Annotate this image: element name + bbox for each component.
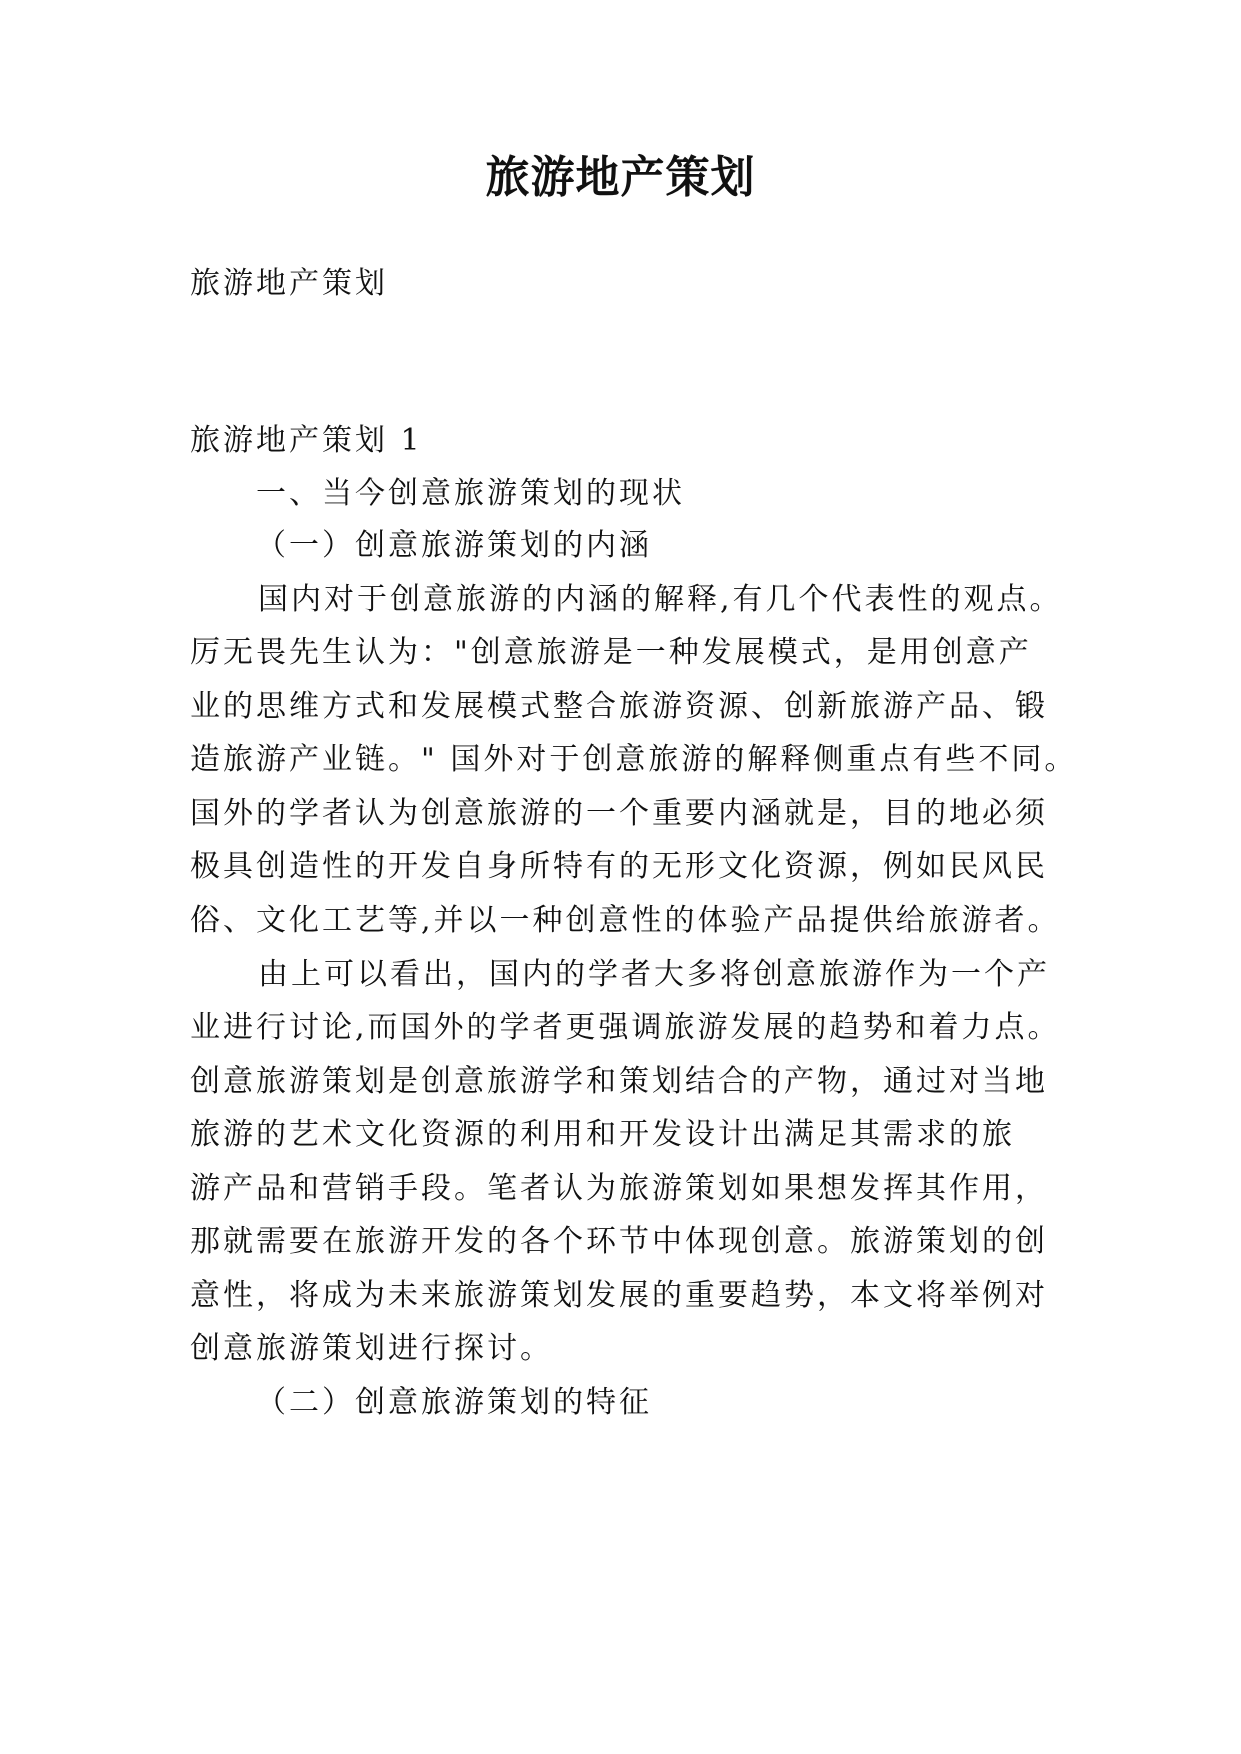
paragraph-line: 极具创造性的开发自身所特有的无形文化资源，例如民风民 — [190, 849, 1048, 884]
section-heading: 旅游地产策划 1 — [190, 423, 423, 458]
heading-sub1: （一）创意旅游策划的内涵 — [256, 528, 652, 563]
paragraph-line: 国外的学者认为创意旅游的一个重要内涵就是，目的地必须 — [190, 796, 1048, 831]
paragraph-line: 造旅游产业链。" 国外对于创意旅游的解释侧重点有些不同。 — [190, 742, 1078, 777]
paragraph-line: 业的思维方式和发展模式整合旅游资源、创新旅游产品、锻 — [190, 689, 1048, 724]
document-subtitle: 旅游地产策划 — [190, 266, 388, 301]
paragraph-line: 由上可以看出，国内的学者大多将创意旅游作为一个产 — [258, 957, 1050, 992]
paragraph-line: 创意旅游策划是创意旅游学和策划结合的产物，通过对当地 — [190, 1064, 1048, 1099]
paragraph-line: 业进行讨论,而国外的学者更强调旅游发展的趋势和着力点。 — [190, 1010, 1061, 1045]
paragraph-line: 意性，将成为未来旅游策划发展的重要趋势，本文将举例对 — [190, 1278, 1048, 1313]
paragraph-line: 游产品和营销手段。笔者认为旅游策划如果想发挥其作用， — [190, 1171, 1048, 1206]
heading-level1: 一、当今创意旅游策划的现状 — [256, 476, 685, 511]
paragraph-line: 厉无畏先生认为："创意旅游是一种发展模式，是用创意产 — [190, 635, 1032, 670]
paragraph-line: 旅游的艺术文化资源的利用和开发设计出满足其需求的旅 — [190, 1117, 1015, 1152]
heading-sub2: （二）创意旅游策划的特征 — [256, 1385, 652, 1420]
paragraph-line: 创意旅游策划进行探讨。 — [190, 1331, 553, 1366]
paragraph-line: 俗、文化工艺等,并以一种创意性的体验产品提供给旅游者。 — [190, 903, 1061, 938]
paragraph-line: 国内对于创意旅游的内涵的解释,有几个代表性的观点。 — [258, 582, 1063, 617]
paragraph-line: 那就需要在旅游开发的各个环节中体现创意。旅游策划的创 — [190, 1224, 1048, 1259]
document-title: 旅游地产策划 — [485, 152, 756, 203]
